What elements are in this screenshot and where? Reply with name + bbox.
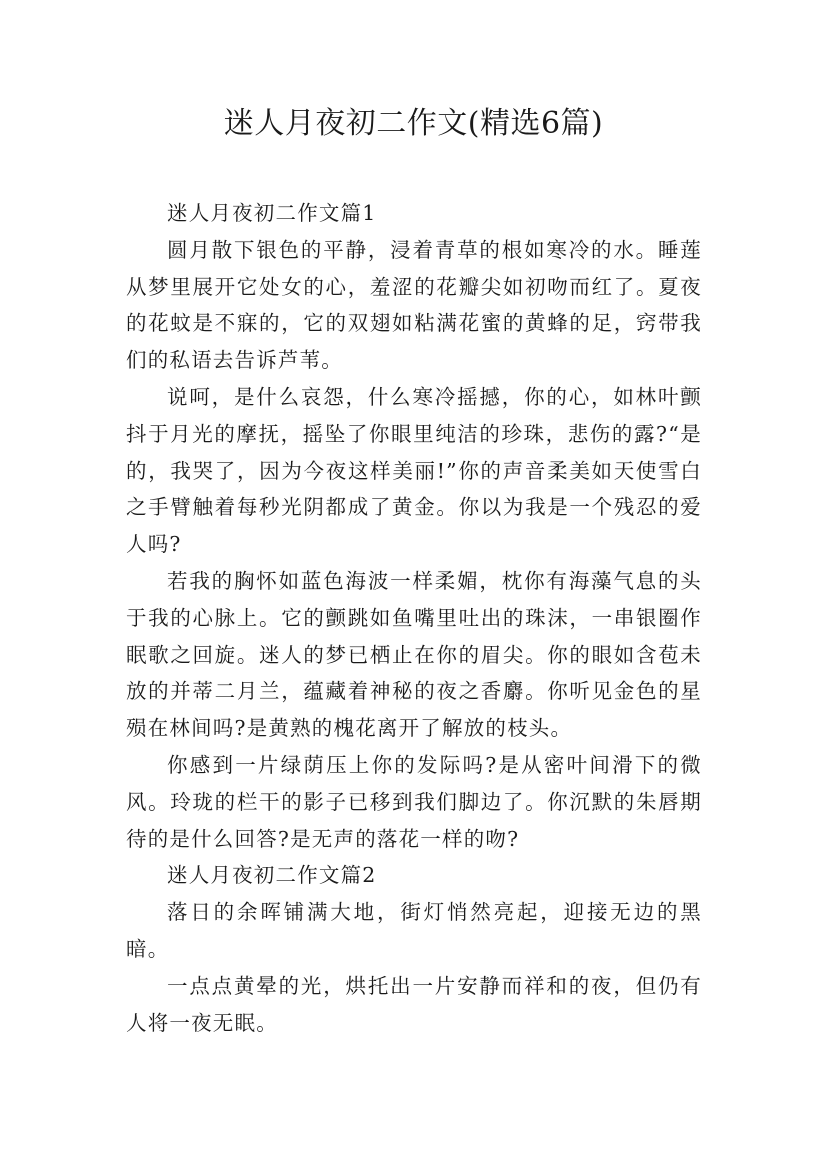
paragraph: 一点点黄晕的光，烘托出一片安静而祥和的夜，但仍有人将一夜无眠。 [126, 973, 702, 1035]
paragraph: 说呵，是什么哀怨，什么寒冷摇撼，你的心，如林叶颤抖于月光的摩抚，摇坠了你眼里纯洁的珍珠，悲伤的露?“是的，我哭了，因为今夜这样美丽!”你的声音柔美如天使雪白之手臂触着每秒光阴都成了黄金。你以为我是一个残忍的爱人吗? [126, 384, 702, 557]
paragraph: 若我的胸怀如蓝色海波一样柔媚，枕你有海藻气息的头于我的心脉上。它的颤跳如鱼嘴里吐出的珠沫，一串银圈作眠歌之回旋。迷人的梦已栖止在你的眉尖。你的眼如含苞未放的并蒂二月兰，蕴藏着神秘的夜之香麝。你听见金色的星殒在林间吗?是黄熟的槐花离开了解放的枝头。 [126, 568, 702, 741]
section-heading: 迷人月夜初二作文篇1 [167, 201, 377, 225]
document-body [126, 195, 702, 1041]
paragraph: 落日的余晖铺满大地，街灯悄然亮起，迎接无边的黑暗。 [126, 900, 702, 961]
paragraph: 圆月散下银色的平静，浸着青草的根如寒冷的水。睡莲从梦里展开它处女的心，羞涩的花瓣尖如初吻而红了。夏夜的花蚊是不寐的，它的双翅如粘满花蜜的黄蜂的足，窍带我们的私语去告诉芦苇。 [126, 237, 702, 373]
document-title: 迷人月夜初二作文(精选6篇) [223, 106, 604, 141]
section-heading: 迷人月夜初二作文篇2 [167, 863, 377, 888]
paragraph: 你感到一片绿荫压上你的发际吗?是从密叶间滑下的微风。玲珑的栏干的影子已移到我们脚边了。你沉默的朱唇期待的是什么回答?是无声的落花一样的吻? [126, 752, 702, 851]
